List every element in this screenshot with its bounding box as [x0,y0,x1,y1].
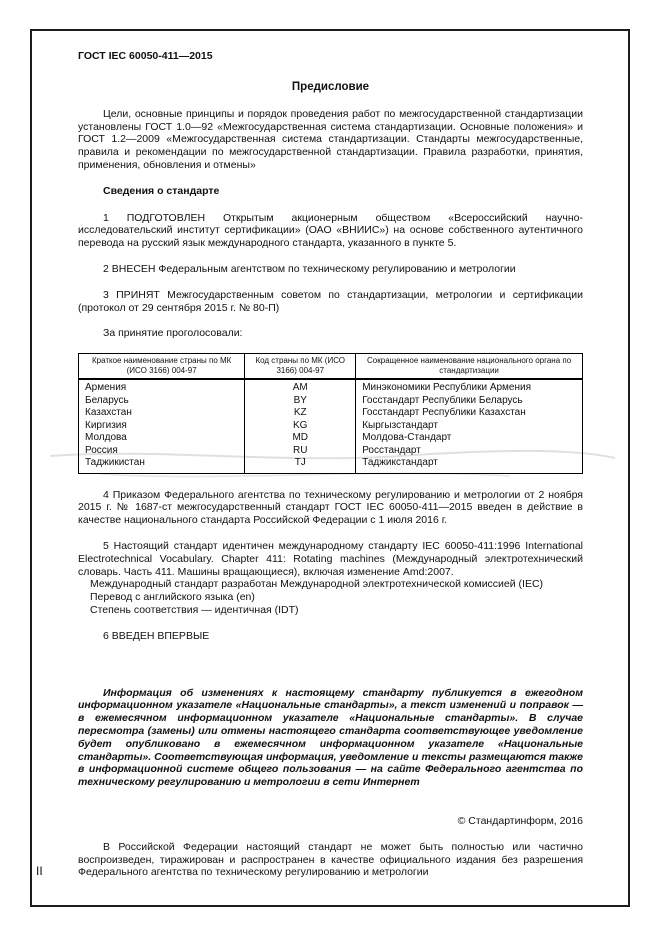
table-header-row [79,354,583,380]
table-header-code: Код страны по МК (ИСО 3166) 004-97 [245,354,356,380]
cell-country: Россия [79,445,245,458]
cell-code: BY [245,395,356,408]
vote-line: За принятие проголосовали: [103,327,243,340]
table-row [79,395,583,408]
document-header: ГОСТ IEC 60050-411—2015 [78,50,213,62]
page-title: Предисловие [291,80,370,93]
item-2-submitted: 2 ВНЕСЕН Федеральным агентством по техническому регулированию и метрологии [103,262,516,275]
item-5-main: 5 Настоящий стандарт идентичен международному стандарту IEC 60050-411:1996 International Electrotechnical Vocabulary. Chapter 411: Rotating machines (Международный электротехнический словарь. Часть 411. Машины вращающиеся), включая изменение Amd:2007. [78,540,583,578]
page-number: II [36,864,43,878]
cell-org: Росстандарт [356,445,583,458]
reproduction-restriction: В Российской Федерации настоящий стандарт не может быть полностью или частично воспроизведен, тиражирован и распространен в качестве официального издания без разрешения Федерального агентства по техническому регулированию и метрологии [78,840,583,879]
table-row [79,420,583,433]
cell-code: KG [245,420,356,433]
item-5-line-translation: Перевод с английского языка (en) [90,591,255,604]
table-row [79,407,583,420]
item-5-identity [78,540,583,617]
table-header-country: Краткое наименование страны по МК (ИСО 3166) 004-97 [79,354,245,380]
table-row [79,445,583,458]
cell-country: Армения [79,379,245,395]
cell-org: Госстандарт Республики Беларусь [356,395,583,408]
cell-country: Киргизия [79,420,245,433]
cell-code: TJ [245,457,356,473]
cell-org: Таджикстандарт [356,457,583,473]
table-row [79,432,583,445]
page-content [78,50,583,879]
cell-country: Казахстан [79,407,245,420]
cell-country: Молдова [79,432,245,445]
cell-code: MD [245,432,356,445]
cell-org: Госстандарт Республики Казахстан [356,407,583,420]
item-5-line-developer: Международный стандарт разработан Международной электротехнической комиссией (IEC) [90,578,544,591]
cell-code: KZ [245,407,356,420]
table-row [79,457,583,473]
item-1-prepared: 1 ПОДГОТОВЛЕН Открытым акционерным обществом «Всероссийский научно-исследовательский институт сертификации» (ОАО «ВНИИС») на основе собственного аутентичного перевода на русский язык международного стандарта, указанного в пункте 5. [78,211,583,250]
item-6-introduced: 6 ВВЕДЕН ВПЕРВЫЕ [103,629,210,642]
cell-org: Молдова-Стандарт [356,432,583,445]
cell-country: Беларусь [79,395,245,408]
cell-country: Таджикистан [79,457,245,473]
cell-code: RU [245,445,356,458]
amendments-note: Информация об изменениях к настоящему стандарту публикуется в ежегодном информационном указателе «Национальные стандарты», а текст изменений и поправок — в ежемесячном информационном указателе «Национальные стандарты». В случае пересмотра (замены) или отмены настоящего стандарта соответствующее уведомление будет опубликовано в ежемесячном информационном указателе «Национальные стандарты». Соответствующая информация, уведомление и тексты размещаются также в информационной системе общего пользования — на сайте Федерального агентства по техническому регулированию и метрологии в сети Интернет [78,686,583,789]
copyright-line: © Стандартинформ, 2016 [457,815,583,828]
voting-table [78,353,583,474]
intro-paragraph: Цели, основные принципы и порядок проведения работ по межгосударственной стандартизации установлены ГОСТ 1.0—92 «Межгосударственная система стандартизации. Основные положения» и ГОСТ 1.2—2009 «Межгосударственная система стандартизации. Стандарты межгосударственные, правила и рекомендации по межгосударственной стандартизации. Правила разработки, принятия, применения, обновления и отмены» [78,107,583,171]
item-4-order: 4 Приказом Федерального агентства по техническому регулированию и метрологии от 2 ноября 2015 г. № 1687-ст межгосударственный стандарт ГОСТ IEC 60050-411—2015 введен в действие в качестве национального стандарта Российской Федерации с 1 июля 2016 г. [78,488,583,527]
table-header-org: Сокращенное наименование национального органа по стандартизации [356,354,583,380]
table-row [79,379,583,395]
cell-code: AM [245,379,356,395]
item-5-line-conformity: Степень соответствия — идентичная (IDT) [90,604,299,617]
item-3-adopted: 3 ПРИНЯТ Межгосударственным советом по стандартизации, метрологии и сертификации (протокол от 29 сентября 2015 г. № 80-П) [78,288,583,314]
cell-org: Минэкономики Республики Армения [356,379,583,395]
info-heading: Сведения о стандарте [103,184,220,197]
cell-org: Кыргызстандарт [356,420,583,433]
